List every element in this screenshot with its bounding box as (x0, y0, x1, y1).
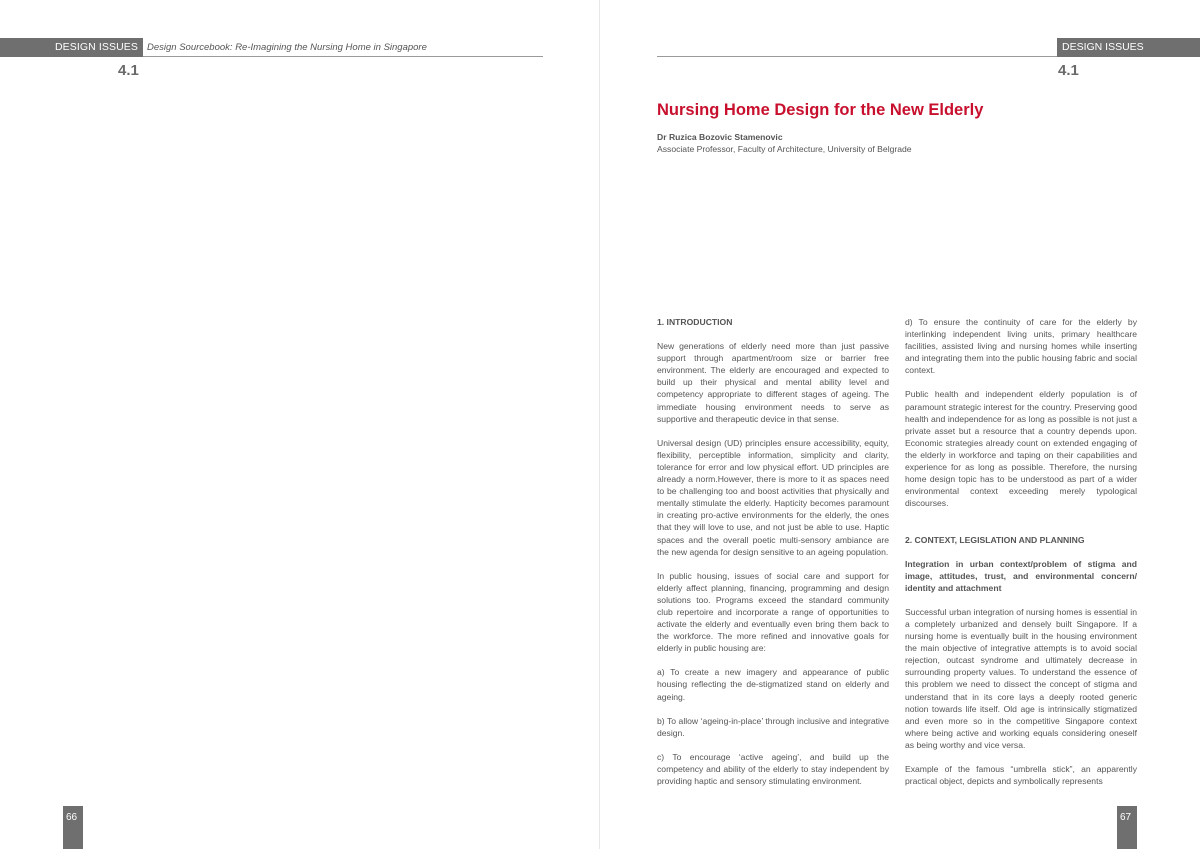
right-page-number-tab (1117, 806, 1137, 849)
left-header-band (0, 38, 143, 57)
right-section-number: 4.1 (1058, 62, 1079, 79)
right-header-rule (657, 56, 1057, 57)
list-item-b: b) To allow ‘ageing-in-place’ through inclusive and integrative design. (657, 715, 889, 738)
paragraph: Successful urban integration of nursing homes is essential in a completely urbanized and densely built Singapore. If a nursing home is eventually built in the housing environment the main objective of integrative attempts is to avoid social rejection, outcast syndrome and ultimately decrease in surrounding property values. To understand the essence of this problem we need to dissect the concept of stigma and understand that in its core lays a deeply rooted generic notion towards life itself. Old age is intrinsically stigmatized and even more so in the competitive Singapore context where being active and working equals considering oneself as being worthy and vice versa. (905, 606, 1137, 750)
left-section-number: 4.1 (118, 62, 139, 79)
subsection-heading: Integration in urban context/problem of stigma and image, attitudes, trust, and environmental concern/ identity and attachment (905, 558, 1137, 593)
left-header-rule (143, 56, 543, 57)
section-heading-context: 2. CONTEXT, LEGISLATION AND PLANNING (905, 534, 1085, 545)
article-title: Nursing Home Design for the New Elderly (657, 101, 984, 119)
list-item-a: a) To create a new imagery and appearance of public housing reflecting the de-stigmatized stand on elderly and ageing. (657, 667, 889, 702)
paragraph: In public housing, issues of social care and support for elderly affect planning, financing, programming and design solutions too. Programs exceed the standard community club repertoire and incorporate a range of opportunities to activate the elderly and eventually even bring them back to the workforce. The more refined and innovative goals for elderly in public housing are: (657, 570, 889, 654)
section-heading-introduction: 1. INTRODUCTION (657, 317, 733, 327)
list-item-c: c) To encourage ‘active ageing’, and build up the competency and ability of the elderly to stay independent by providing haptic and sensory stimulating environment. (657, 751, 889, 786)
left-section-label: DESIGN ISSUES (55, 41, 138, 53)
author-affiliation: Associate Professor, Faculty of Architecture, University of Belgrade (657, 144, 912, 154)
paragraph: Universal design (UD) principles ensure accessibility, equity, flexibility, perceptible information, simplicity and clarity, tolerance for error and low physical effort. UD principles are already a norm.However, there is more to it as spaces need to be challenging too and boost activities that physically and mentally stimulate the elderly. Hapticity becomes paramount in creating pro-active environments for the elderly, the ones that they will love to use, and not just be able to use. Haptic spaces and the overall poetic multi-sensory ambiance are the new agenda for design sensitive to an ageing population. (657, 437, 889, 557)
paragraph: New generations of elderly need more than just passive support through apartment/room size or barrier free environment. The elderly are encouraged and expected to build up their physical and mental ability level and competency appropriate to different stages of ageing. The immediate housing environment needs to serve as supportive and therapeutic device in that sense. (657, 341, 889, 424)
left-page-number-tab (63, 806, 83, 849)
author-name: Dr Ruzica Bozovic Stamenovic (657, 132, 783, 142)
list-item-d: d) To ensure the continuity of care for the elderly by interlinking independent living units, primary healthcare facilities, assisted living and nursing homes while inserting and integrating them into the public housing fabric and social context. (905, 317, 1137, 376)
text-column-2 (905, 316, 1137, 799)
book-title: Design Sourcebook: Re-Imagining the Nursing Home in Singapore (147, 42, 427, 53)
paragraph: Public health and independent elderly population is of paramount strategic interest for the country. Preserving good health and independence for as long as possible is not just a private asset but a resource that a country depends upon. Economic strategies already count on extended engaging of the elderly in workforce and taping on their capabilities and experience for as long as possible. Therefore, the nursing home design topic has to be understood as part of a wider environmental context exceeding merely typological discourses. (905, 389, 1137, 509)
right-page-number: 67 (1120, 812, 1132, 823)
left-page-number: 66 (66, 812, 78, 823)
right-section-label: DESIGN ISSUES (1062, 41, 1144, 53)
right-header-band (1057, 38, 1200, 57)
paragraph: Example of the famous “umbrella stick”, an apparently practical object, depicts and symbolically represents (905, 764, 1137, 787)
text-column-1 (657, 316, 889, 799)
right-page (600, 0, 1200, 849)
